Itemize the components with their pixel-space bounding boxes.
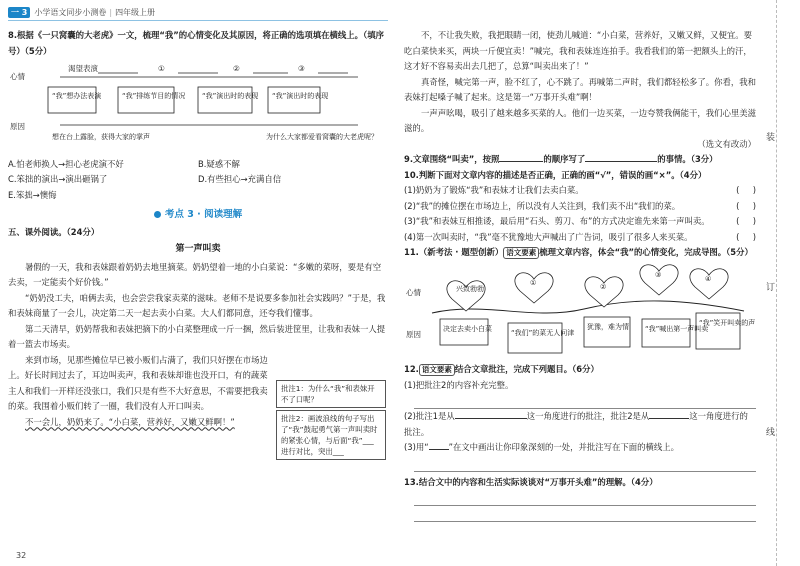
heart-shape	[585, 276, 623, 306]
q8-mood-2: ②	[233, 64, 240, 73]
q11-reason-0: 决定去卖小白菜	[443, 324, 492, 333]
binding-line	[776, 0, 778, 566]
book-title: 小学语文同步小测卷	[34, 7, 107, 17]
q9-blank-2[interactable]	[585, 152, 657, 162]
q12-blank-3[interactable]	[429, 440, 449, 450]
heart-shape	[690, 268, 728, 298]
q13-label: 13.结合文中的内容和生活实际谈谈对“万事开头难”的理解。（4分）	[404, 476, 658, 487]
q8-reason-1: “我”排练节目的情况	[122, 92, 186, 100]
q11-heart-3: ③	[655, 270, 662, 279]
heart-shape	[640, 264, 678, 294]
q8-option-a[interactable]: A.怕老师换人→担心老虎演不好	[8, 158, 124, 169]
reason-box	[508, 323, 562, 353]
source-note: （选文有改动）	[697, 138, 756, 149]
q8-row-reason: 原因	[10, 122, 25, 131]
q11-mindmap	[404, 261, 756, 357]
q10-item-4: (4)第一次叫卖时，“我”毫不犹豫地大声喊出了广告词，吸引了很多人来买菜。 ( )	[404, 230, 756, 246]
q12-item-2: (2)批注1是从 这一角度进行的批注，批注2是从 这一角度进行的批注。	[404, 411, 748, 437]
answer-paren[interactable]: ( )	[736, 216, 756, 226]
q8-reason-first: 想在台上露脸，获得大家的掌声	[52, 133, 150, 141]
header-rule	[8, 20, 388, 21]
q11-reason-3: “我”喊出第一声叫卖	[645, 324, 709, 333]
q8-mood-3: ③	[298, 64, 305, 73]
bullet-icon	[154, 211, 161, 218]
answer-paren[interactable]: ( )	[736, 185, 756, 195]
q8-stem: 8.根据《一只窝囊的大老虎》一文，梳理“我”的心情变化及其原因，将正确的选项填在横线上。（填序号）（5分）	[8, 30, 384, 56]
q11-heart-0: 兴致勃勃	[456, 284, 484, 293]
side-label-1: 装	[766, 133, 776, 143]
story-para-2: “奶奶没工夫，咱俩去卖，也会尝尝我家卖菜的滋味。老师不是说要多参加社会实践吗？”于是，我和表妹商量了一会儿，决定第二天一起去卖小白菜。大人们都同意，还夸我们懂事。	[8, 292, 386, 318]
q8-flowchart	[8, 59, 388, 151]
q11-badge: 语文要素	[503, 247, 539, 259]
q8-mood-1: ①	[158, 64, 165, 73]
story-para-1: 暑假的一天，我和表妹跟着奶奶去地里摘菜。奶奶望着一地的小白菜说：“多嫩的菜呀，要是有空去卖，一定能卖个好价钱。”	[8, 261, 382, 287]
header-tag: 一 3	[8, 7, 30, 18]
page-header	[8, 5, 155, 19]
q8-reason-2: “我”演出时的表现	[202, 92, 259, 100]
q8-reason-last: 为什么大家都爱看窝囊的大老虎呢？	[266, 133, 378, 141]
q12-blank-2[interactable]	[649, 409, 689, 419]
q8-mood-0: 渴望表演	[68, 64, 98, 73]
q10-item-3: (3)“我”和表妹互相推诿，最后用“石头、剪刀、布”的方式决定谁先来第一声叫卖。 ( )	[404, 214, 756, 230]
right-column	[404, 28, 756, 522]
q11-reason-2: 犹豫，难为情	[587, 322, 629, 331]
q8-option-c[interactable]: C.笨拙的演出→演出砸锅了	[8, 174, 108, 184]
q8-reason-3: “我”演出时的表现	[272, 92, 329, 100]
right-para-1: 不，不让我失败，我把眼睛一闭，使劲儿喊道：“小白菜，营养好，又嫩又鲜，又便宜。要吃白菜快来买，两块一斤便宜卖！”喊完，我和表妹连连拍手。我看我们的第一把额头上的汗，这才好不容易卖出去几把了，总算“叫卖出来了！”	[404, 30, 752, 71]
side-label-3: 线	[766, 428, 776, 438]
q8-option-b[interactable]: B.疑惑不解	[198, 158, 240, 169]
q11-heart-1: ①	[530, 278, 537, 287]
q11-label: 11.（新考法 · 题型创新） 语文要素 梳理文章内容，体会“我”的心情变化，完成导图。（5分）	[404, 247, 753, 257]
answer-line[interactable]	[414, 492, 756, 506]
grade-label: 四年级上册	[115, 7, 156, 17]
reason-box	[584, 317, 630, 347]
answer-line[interactable]	[414, 458, 756, 472]
story-para-3: 第二天清早，奶奶帮我和表妹把摘下的小白菜整理成一斤一捆，然后装进筐里，让我和表妹一人提着一篮去市场卖。	[8, 323, 386, 349]
q8-options	[8, 157, 388, 204]
q5-label: 五、课外阅读。（24分）	[8, 226, 100, 237]
answer-line[interactable]	[414, 508, 756, 522]
q8-option-e[interactable]: E.笨拙→懊悔	[8, 189, 57, 200]
q9: 9.文章围绕“叫卖”，按照 的顺序写了 的事情。（3分）	[404, 154, 718, 164]
q8-option-d[interactable]: D.有些担心→充满自信	[198, 174, 282, 184]
timeline-curve	[432, 300, 744, 312]
q12-item-1: (1)把批注2的内容补充完整。	[404, 379, 514, 390]
reason-box	[642, 319, 690, 347]
left-column	[8, 28, 388, 430]
answer-paren[interactable]: ( )	[736, 200, 756, 211]
story-title: 第一声叫卖	[175, 244, 221, 254]
q12-badge: 语文要素	[419, 364, 455, 376]
q11-heart-2: ②	[600, 282, 607, 291]
q11-reason-1: “我们”的菜无人问津	[511, 328, 575, 337]
q12-item-3: (3)用“ ”在文中画出让你印象深刻的一处，并批注写在下面的横线上。	[404, 442, 680, 452]
section-heading: 考点 3 · 阅读理解	[8, 207, 388, 223]
q10-item-1: (1)奶奶为了锻炼“我”和表妹才让我们去卖白菜。 ( )	[404, 183, 756, 199]
heart-shape	[515, 272, 553, 302]
answer-line[interactable]	[414, 395, 756, 409]
annotation-1: 批注1：为什么“我”和表妹开不了口呢？	[276, 380, 386, 408]
q11-reason-4: “我”笑开叫卖的声	[699, 318, 756, 327]
q11-mood: 心情	[406, 287, 421, 297]
q10-label: 10.判断下面对文章内容的描述是否正确，正确的画“√”，错误的画“×”。（4分）	[404, 169, 707, 180]
divider: |	[109, 7, 113, 17]
answer-paren[interactable]: ( )	[736, 231, 756, 242]
q11-heart-4: ④	[705, 274, 712, 283]
page-number: 32	[16, 551, 27, 560]
story-para-4: 来到市场，见那些摊位早已被小贩们占满了，我们只好摆在市场边上。好长时间过去了，耳边叫卖声，我和表妹却谁也没开口，有的蔬菜主人和我们一开样还没张口，我们只是有些不大好意思，不需要把我卖的菜。我围着小贩们转了一圈，我们没有人开口叫卖。	[8, 354, 268, 411]
side-label-2: 订	[766, 283, 776, 293]
right-para-3: 一声声吆喝，吸引了越来越多买菜的人。他们一边买菜，一边夸赞我俩能干，我们心里美滋滋的。	[404, 107, 756, 133]
q11-reason: 原因	[406, 329, 421, 339]
q9-blank-1[interactable]	[499, 152, 543, 162]
q12-label: 12. 语文要素 结合文章批注，完成下列题目。（6分）	[404, 364, 599, 374]
q8-reason-0: “我”想办法表演	[52, 92, 102, 100]
q8-row-mood: 心情	[10, 72, 25, 81]
q12-blank-1[interactable]	[455, 409, 527, 419]
annotation-2: 批注2：画波浪线的句子写出了“我”鼓起勇气第一声叫卖时的紧张心情，与后面“我”___进行对比，突出___	[276, 410, 386, 460]
right-para-2: 真奇怪，喊完第一声，脸不红了，心不跳了。再喊第二声时，我们都轻松多了。你看，我和表妹打起嗓子喊了起来。这是第一“万事开头难”啊！	[404, 76, 756, 102]
q10-item-2: (2)“我”的摊位摆在市场边上，所以没有人关注到，我们卖不出“我们的菜。 ( )	[404, 199, 756, 215]
story-para-5: 不一会儿，奶奶来了。“小白菜，营养好，又嫩又鲜啊！”	[25, 416, 235, 427]
